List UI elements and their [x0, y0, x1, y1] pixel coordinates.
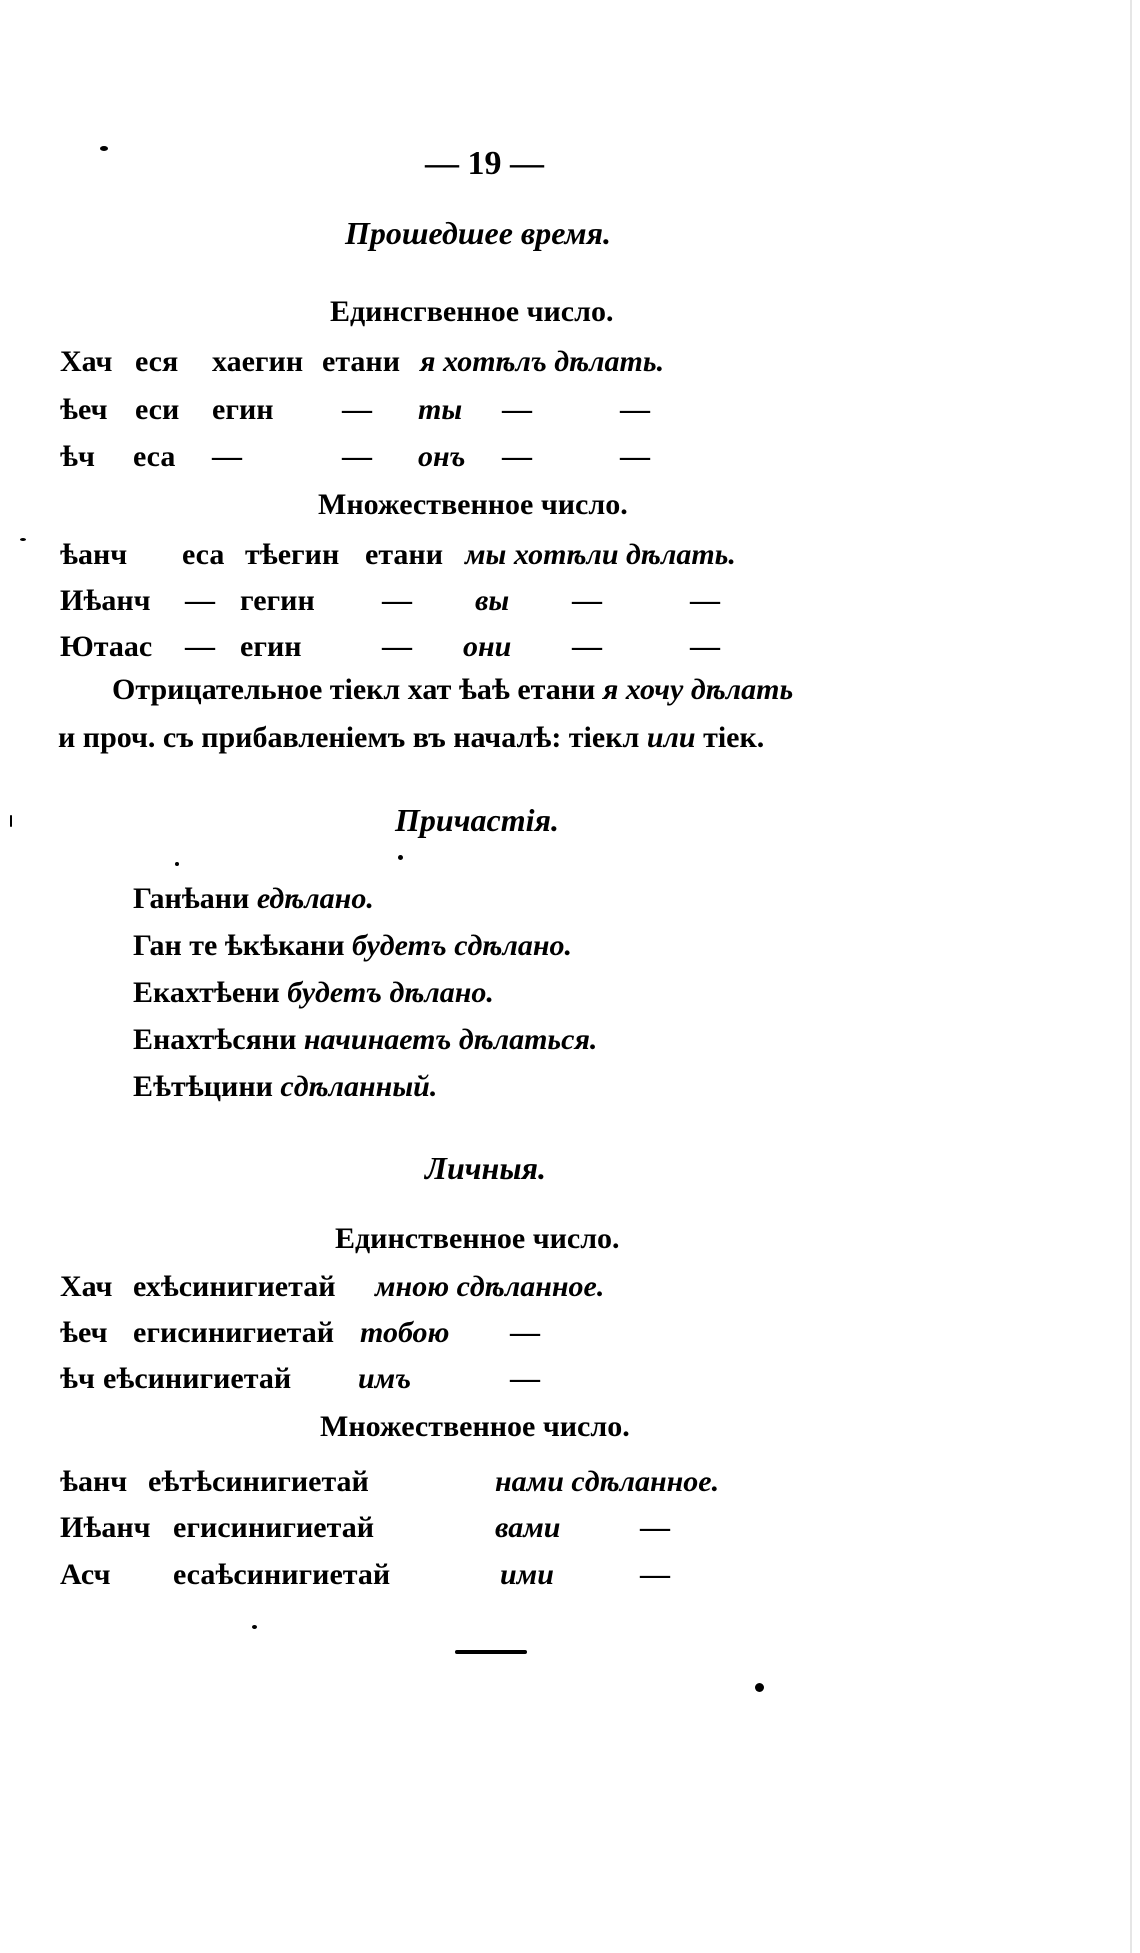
dash: —	[510, 1316, 540, 1349]
negative-text: и проч. съ прибавленіемъ въ началѣ: тiекл	[58, 721, 640, 754]
auxiliary: еси	[135, 393, 180, 426]
speck	[755, 1683, 764, 1692]
translation: вами	[495, 1511, 561, 1544]
speck	[20, 538, 26, 541]
verb-form: егисинигиетай	[173, 1511, 375, 1544]
translation: ими	[500, 1558, 554, 1591]
participle-translation: будетъ дѣлано.	[287, 976, 494, 1009]
verb-form: ехѣсинигиетай	[133, 1270, 336, 1303]
dash: —	[640, 1511, 670, 1544]
dash: —	[342, 393, 372, 426]
pronoun: Хач	[60, 1270, 113, 1303]
pronoun: ѣеч	[60, 393, 108, 426]
dash: —	[185, 630, 215, 663]
translation: нами сдѣланное.	[495, 1465, 720, 1498]
verb-form: есаѣсинигиетай	[173, 1558, 391, 1591]
translation: вы	[475, 584, 510, 617]
auxiliary: еся	[135, 345, 179, 378]
pronoun: ѣеч	[60, 1316, 108, 1349]
section-heading-participles: Причастія.	[395, 802, 559, 838]
participle-form: Енахтѣсяни	[133, 1023, 297, 1056]
negative-paragraph-line-2	[58, 721, 764, 755]
section-heading-personal: Личныя.	[425, 1150, 546, 1186]
dash: —	[212, 440, 242, 473]
verb-form: тѣегин	[245, 538, 340, 571]
auxiliary: еса	[133, 440, 176, 473]
dash: —	[342, 440, 372, 473]
list-item	[133, 976, 494, 1010]
dash: —	[502, 440, 532, 473]
pronoun: ѣч	[60, 440, 95, 473]
verb-form: егин	[240, 630, 302, 663]
pronoun: ѣанч	[60, 538, 128, 571]
dash: —	[620, 440, 650, 473]
verb-form: еѣтѣсинигиетай	[148, 1465, 369, 1498]
section-heading-past-tense: Прошедшее время.	[345, 215, 611, 251]
pronoun: Асч	[60, 1558, 111, 1591]
translation: имъ	[358, 1362, 412, 1395]
pronoun: ѣч	[60, 1362, 95, 1395]
negative-paragraph-line-1	[112, 673, 793, 707]
translation: онъ	[418, 440, 466, 473]
negative-text-end: тiек.	[703, 721, 765, 754]
participle-translation: едѣлано.	[256, 882, 374, 915]
dash: —	[185, 584, 215, 617]
participle-form: Ганѣани	[133, 882, 250, 915]
speck	[100, 146, 108, 151]
subheading-plural: Множественное число.	[318, 488, 628, 521]
participle-translation: начинаетъ дѣлаться.	[303, 1023, 598, 1056]
speck	[175, 862, 179, 866]
dash: —	[572, 630, 602, 663]
translation: мы хотѣли дѣлать.	[465, 538, 736, 571]
page-edge-shadow	[1130, 0, 1132, 1953]
subheading-plural: Множественное число.	[320, 1410, 630, 1443]
speck	[252, 1625, 257, 1629]
dash: —	[690, 584, 720, 617]
speck	[398, 855, 403, 860]
dash: —	[382, 630, 412, 663]
translation: я хотѣлъ дѣлать.	[420, 345, 665, 378]
participle-translation: будетъ сдѣлано.	[351, 929, 572, 962]
list-item	[133, 929, 572, 963]
pronoun: Хач	[60, 345, 113, 378]
subheading-singular: Единсгвенное число.	[330, 295, 614, 328]
negative-or: или	[646, 721, 696, 754]
dash: —	[572, 584, 602, 617]
verb-form: еѣсинигиетай	[103, 1362, 292, 1395]
list-item	[133, 1070, 437, 1104]
verb-etani: етани	[365, 538, 443, 571]
participle-form: Ган те ѣкѣкани	[133, 929, 345, 962]
participle-form: Екахтѣени	[133, 976, 280, 1009]
pronoun: Иѣанч	[60, 584, 151, 617]
list-item	[133, 882, 374, 916]
negative-translation: я хочу дѣлать	[602, 673, 794, 706]
translation: они	[463, 630, 512, 663]
list-item	[133, 1023, 597, 1057]
verb-form: егисинигиетай	[133, 1316, 335, 1349]
pronoun: Иѣанч	[60, 1511, 151, 1544]
translation: ты	[418, 393, 463, 426]
verb-etani: етани	[322, 345, 400, 378]
dash: —	[620, 393, 650, 426]
auxiliary: еса	[182, 538, 225, 571]
verb-form: хаегин	[212, 345, 304, 378]
negative-text: Отрицательное тiекл хат ѣаѣ етани	[112, 673, 596, 706]
pronoun: Ютаас	[60, 630, 153, 663]
translation: тобою	[360, 1316, 450, 1349]
participle-form: Еѣтѣцини	[133, 1070, 273, 1103]
subheading-singular: Единственное число.	[335, 1222, 620, 1255]
end-rule	[455, 1650, 527, 1654]
speck	[10, 815, 12, 827]
dash: —	[382, 584, 412, 617]
verb-form: гегин	[240, 584, 315, 617]
dash: —	[690, 630, 720, 663]
participle-translation: сдѣланный.	[280, 1070, 438, 1103]
dash: —	[510, 1362, 540, 1395]
translation: мною сдѣланное.	[375, 1270, 605, 1303]
pronoun: ѣанч	[60, 1465, 128, 1498]
dash: —	[640, 1558, 670, 1591]
verb-form: егин	[212, 393, 274, 426]
page-number: — 19 —	[425, 145, 544, 182]
dash: —	[502, 393, 532, 426]
